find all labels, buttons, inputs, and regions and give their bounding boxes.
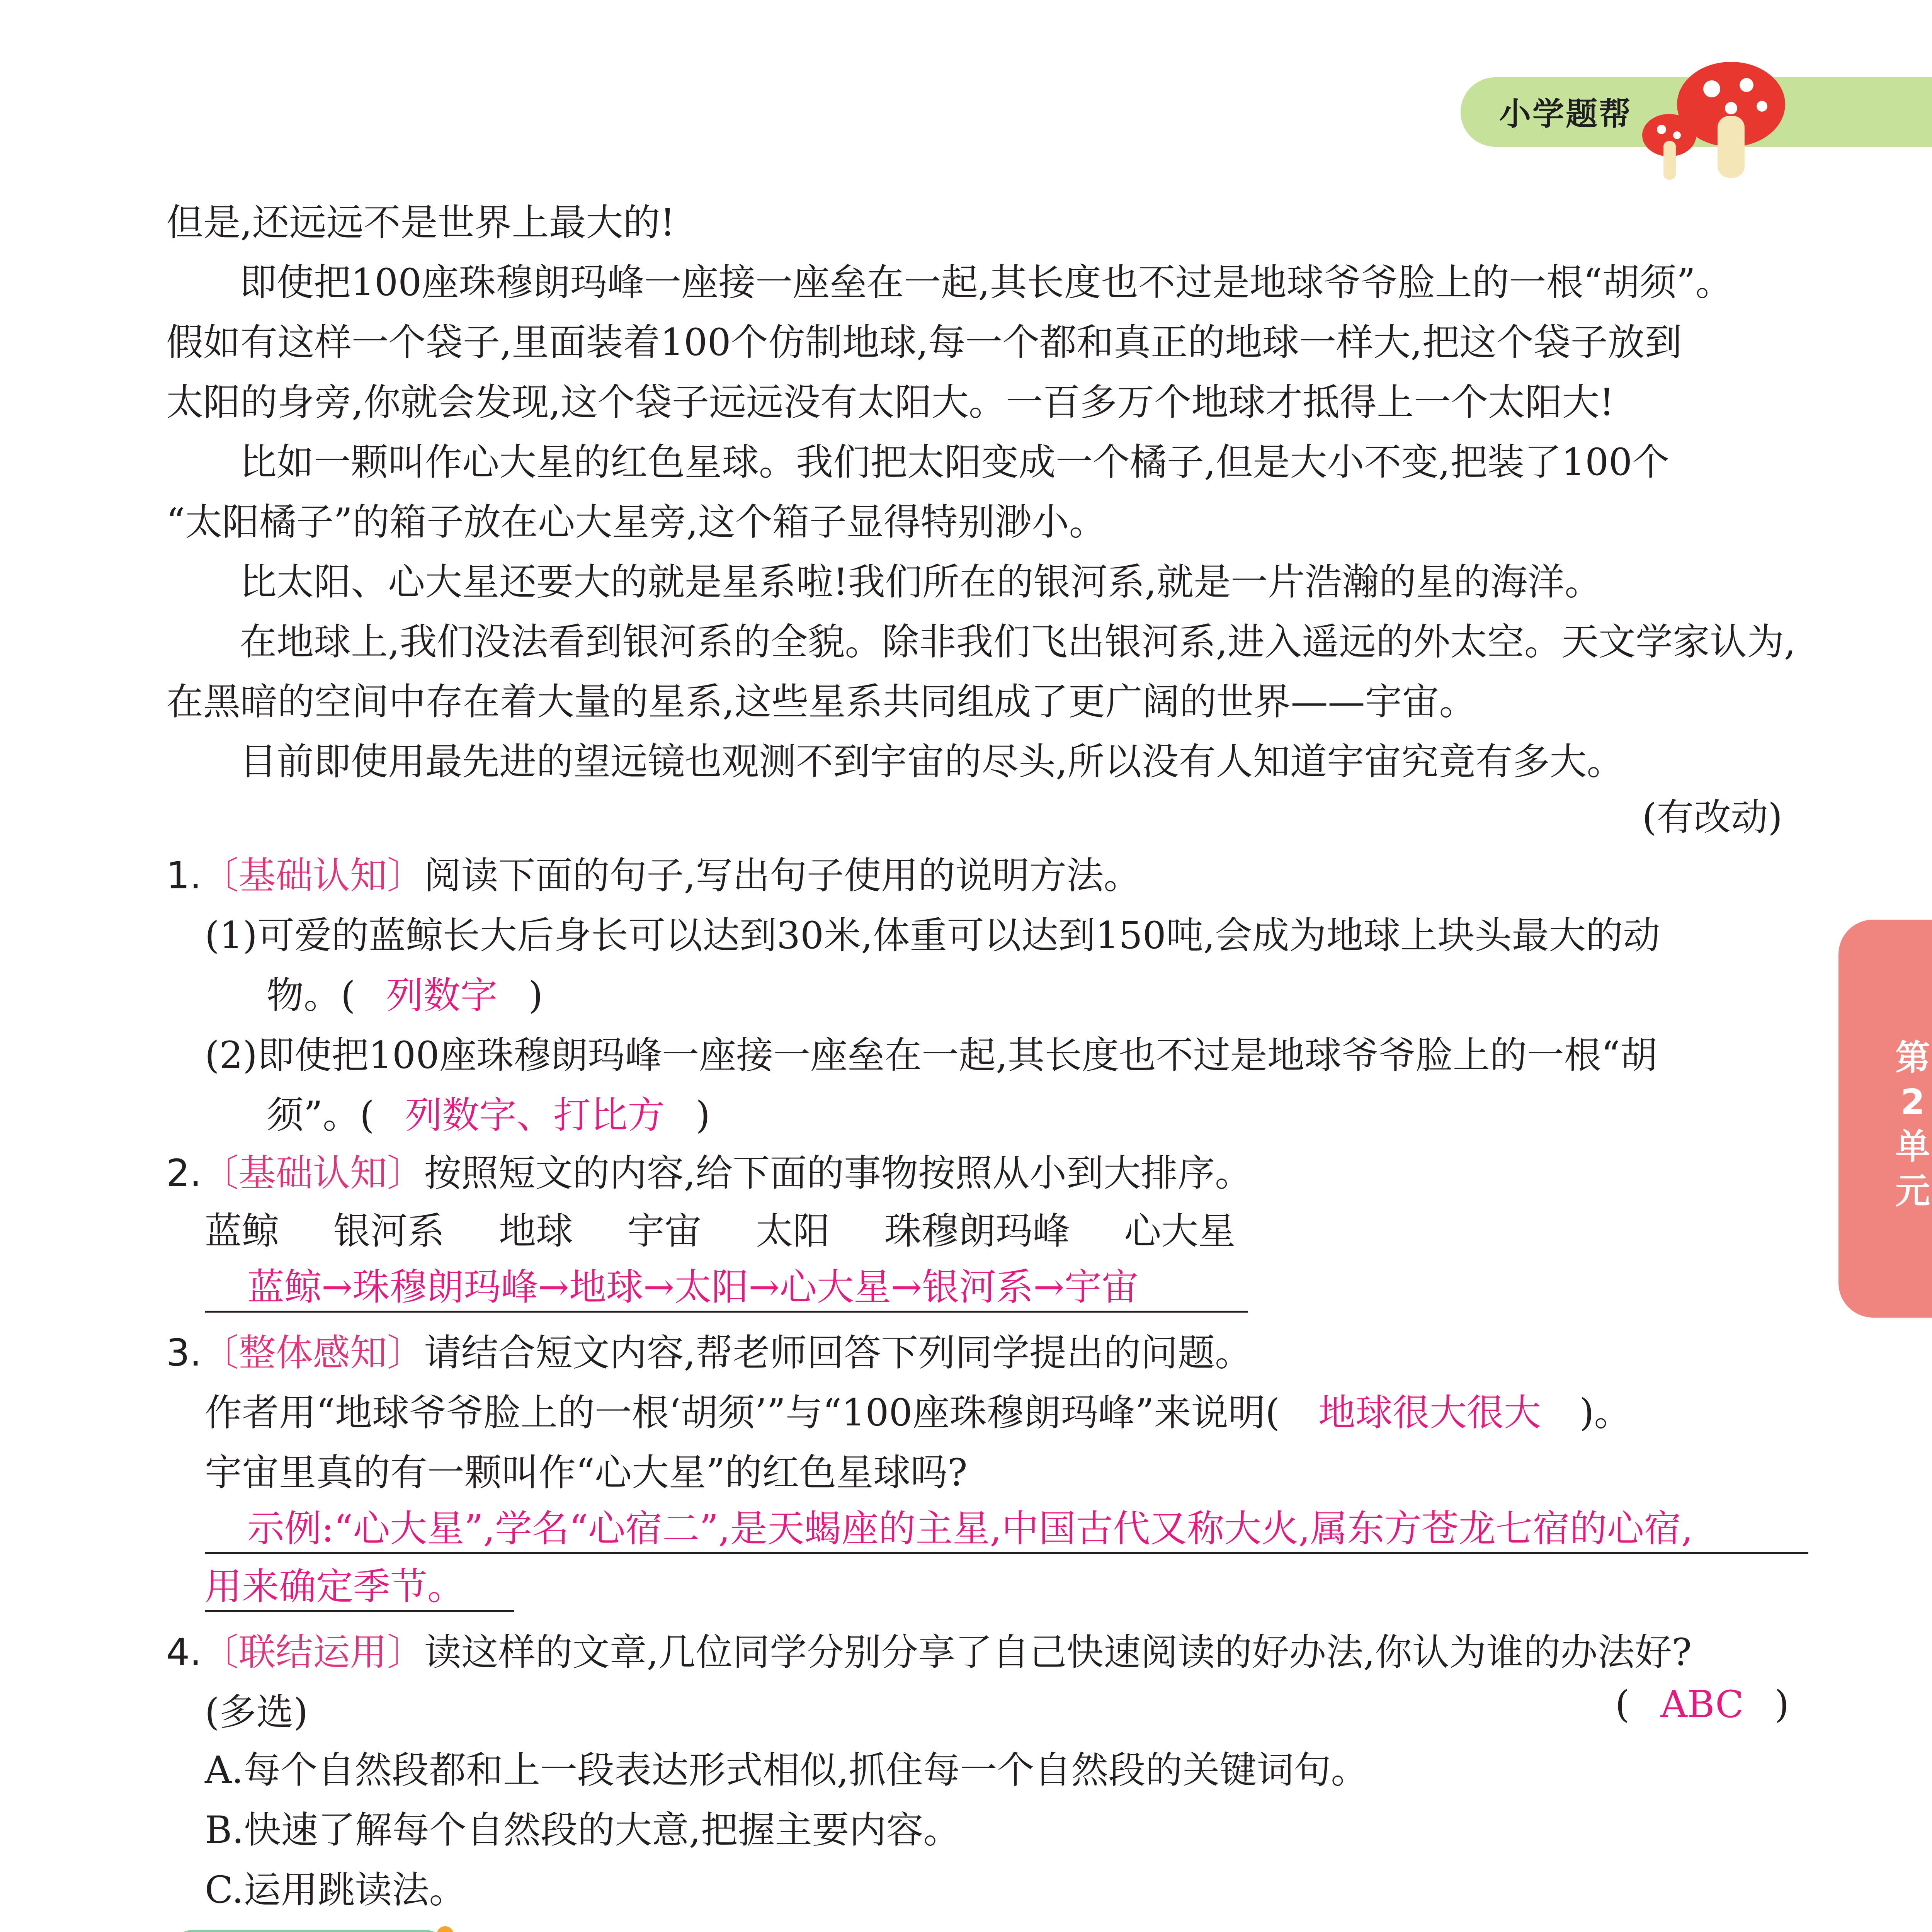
q3-number: 3. — [166, 1331, 202, 1374]
passage-p4: 比太阳、心大星还要大的就是星系啦!我们所在的银河系,就是一片浩瀚的星的海洋。 — [240, 560, 1602, 604]
q1-tag: 〔基础认知〕 — [201, 854, 424, 897]
q3-header — [166, 1323, 1252, 1376]
q2-item: 太阳 — [756, 1209, 830, 1253]
badge-dot-icon — [437, 1926, 454, 1932]
q2-number: 2. — [166, 1151, 202, 1195]
q3-tag: 〔整体感知〕 — [201, 1331, 424, 1374]
passage-p3a: 比如一颗叫作心大星的红色星球。我们把太阳变成一个橘子,但是大小不变,把装了100个 — [240, 440, 1670, 484]
q1-number: 1. — [166, 854, 202, 897]
q2-items — [205, 1202, 1235, 1255]
q1-header — [166, 846, 1141, 899]
q4-option-b: B.快速了解每个自然段的大意,把握主要内容。 — [205, 1808, 961, 1852]
passage-p5a: 在地球上,我们没法看到银河系的全貌。除非我们飞出银河系,进入遥远的外太空。天文学家认为, — [240, 620, 1796, 663]
q2-item: 宇宙 — [627, 1209, 702, 1253]
q1-s2-answer[interactable]: 列数字、打比方 — [405, 1094, 665, 1137]
q2-item: 地球 — [499, 1209, 573, 1253]
mushroom-icon — [1634, 58, 1797, 185]
q3-line2: 宇宙里真的有一颗叫作“心大星”的红色星球吗? — [205, 1451, 968, 1494]
q2-item: 心大星 — [1124, 1209, 1236, 1253]
q1-s1-answer[interactable]: 列数字 — [386, 974, 498, 1017]
q3-line1: 作者用“地球爷爷脸上的一根‘胡须’”与“100座珠穆朗玛峰”来说明( 地球很大很大 )。 — [205, 1391, 1631, 1434]
q1-prompt: 阅读下面的句子,写出句子使用的说明方法。 — [424, 854, 1141, 897]
passage-p3b: “太阳橘子”的箱子放在心大星旁,这个箱子显得特别渺小。 — [166, 500, 1106, 544]
passage-p2c: 太阳的身旁,你就会发现,这个袋子远远没有太阳大。一百多万个地球才抵得上一个太阳大! — [166, 381, 1614, 424]
q4-option-a: A.每个自然段都和上一段表达形式相似,抓住每一个自然段的关键词句。 — [205, 1748, 1368, 1792]
q4-number: 4. — [166, 1631, 202, 1674]
passage-p1: 但是,还远远不是世界上最大的! — [166, 201, 675, 244]
q2-item: 珠穆朗玛峰 — [884, 1209, 1070, 1253]
q4-header — [166, 1623, 1692, 1676]
q2-item: 蓝鲸 — [205, 1209, 279, 1253]
q3-line1-answer[interactable]: 地球很大很大 — [1318, 1391, 1541, 1434]
q1-s2b: 须”。( 列数字、打比方 ) — [267, 1094, 710, 1137]
q4-prompt: 读这样的文章,几位同学分别分享了自己快速阅读的好办法,你认为谁的办法好? — [424, 1631, 1692, 1674]
q4-multi: (多选) — [205, 1690, 308, 1734]
q4-answer[interactable]: ABC — [1660, 1683, 1744, 1726]
q3-prompt: 请结合短文内容,帮老师回答下列同学提出的问题。 — [424, 1331, 1252, 1374]
q2-answer[interactable]: 蓝鲸→珠穆朗玛峰→地球→太阳→心大星→银河系→宇宙 — [205, 1258, 1248, 1313]
brand-title: 小学题帮 — [1499, 96, 1633, 133]
passage-source: (有改动) — [1642, 796, 1782, 839]
q3-answer-a[interactable]: 示例:“心大星”,学名“心宿二”,是天蝎座的主星,中国古代又称大火,属东方苍龙七宿的心宿, — [205, 1499, 1808, 1554]
q1-s1a: (1)可爱的蓝鲸长大后身长可以达到30米,体重可以达到150吨,会成为地球上块头最大的动 — [205, 914, 1660, 957]
passage-p5b: 在黑暗的空间中存在着大量的星系,这些星系共同组成了更广阔的世界——宇宙。 — [166, 680, 1476, 723]
q2-item: 银河系 — [333, 1209, 445, 1253]
q4-tag: 〔联结运用〕 — [201, 1631, 424, 1674]
unit-tab-label: 第 2 单 元 — [1895, 1037, 1930, 1211]
passage-p6: 目前即使用最先进的望远镜也观测不到宇宙的尽头,所以没有人知道宇宙究竟有多大。 — [240, 740, 1624, 783]
q2-prompt: 按照短文的内容,给下面的事物按照从小到大排序。 — [424, 1151, 1252, 1195]
q2-tag: 〔基础认知〕 — [201, 1151, 424, 1195]
q3-answer-b[interactable]: 用来确定季节。 — [205, 1557, 514, 1612]
q1-s2a: (2)即使把100座珠穆朗玛峰一座接一座垒在一起,其长度也不过是地球爷爷脸上的一根“胡 — [205, 1034, 1657, 1077]
q4-answer-wrap: ( ABC ) — [1615, 1683, 1789, 1726]
passage-p2b: 假如有这样一个袋子,里面装着100个仿制地球,每一个都和真正的地球一样大,把这个袋子放到 — [166, 321, 1682, 364]
q1-s1b: 物。( 列数字 ) — [267, 974, 543, 1017]
passage-p2a: 即使把100座珠穆朗玛峰一座接一座垒在一起,其长度也不过是地球爷爷脸上的一根“胡须”。 — [240, 261, 1733, 304]
q4-option-c: C.运用跳读法。 — [205, 1868, 466, 1912]
q2-header — [166, 1144, 1252, 1197]
